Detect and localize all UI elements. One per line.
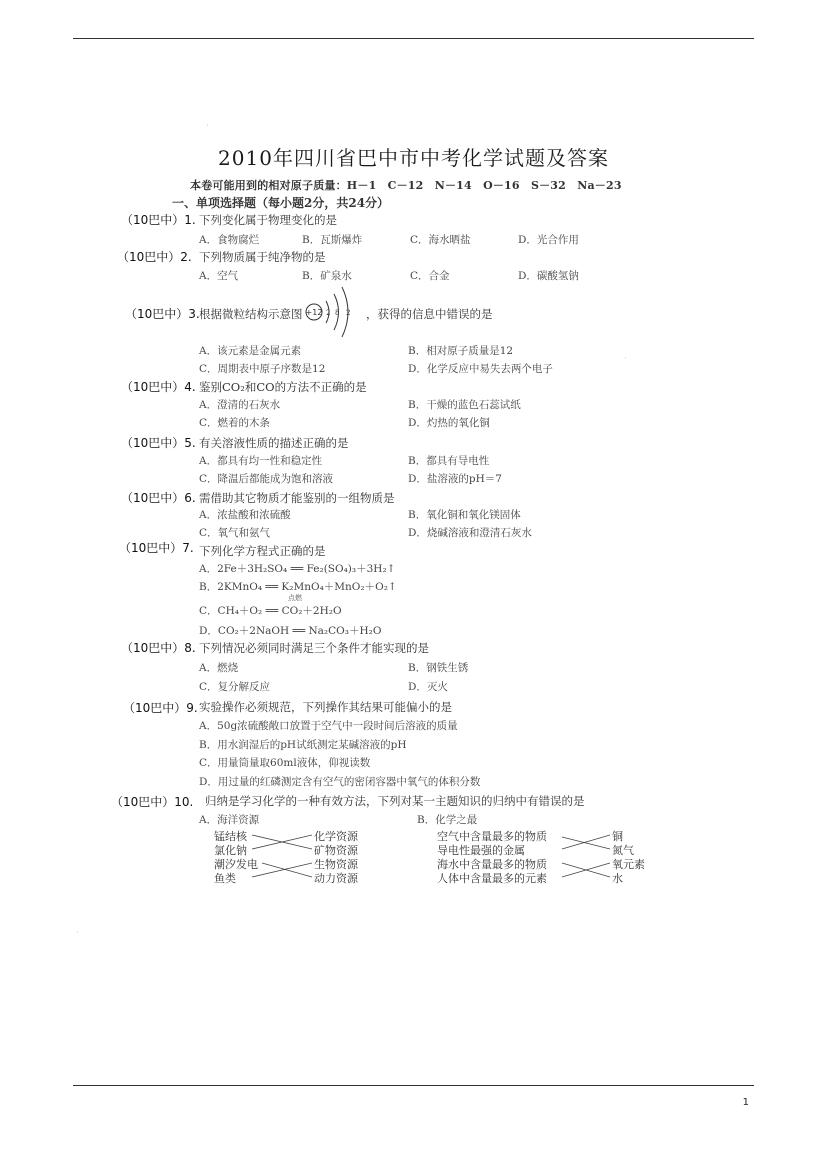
shell-2-electrons: 8 (335, 309, 340, 317)
q6-option-a: A．浓盐酸和浓硫酸 (199, 509, 291, 521)
q2-option-d: D．碳酸氢钠 (518, 270, 579, 282)
q10-a-right-2: 矿物资源 (314, 844, 358, 857)
q8-option-b: B．钢铁生锈 (408, 662, 469, 674)
q10-b-right-4: 水 (612, 872, 623, 885)
q10-b-left-3: 海水中含量最多的物质 (437, 858, 547, 871)
scan-speck: · (76, 928, 79, 938)
q4-option-c: C．燃着的木条 (199, 417, 271, 429)
q10-b-right-2: 氮气 (612, 844, 634, 857)
q1-option-b: B．瓦斯爆炸 (302, 234, 363, 246)
q4-tag: （10巴中）4. (121, 380, 196, 394)
q7-option-a: A．2Fe＋3H₂SO₄ ══ Fe₂(SO₄)₃＋3H₂↑ (199, 563, 396, 575)
q6-option-b: B．氧化铜和氧化镁固体 (408, 509, 521, 521)
q10-b-left-4: 人体中含量最多的元素 (437, 872, 547, 885)
header-rule (73, 38, 754, 39)
page-number: 1 (742, 1097, 749, 1108)
q10-a-left-4: 鱼类 (214, 872, 236, 885)
q7-option-b: B．2KMnO₄ ══ K₂MnO₄＋MnO₂＋O₂↑ (199, 581, 397, 593)
q6-tag: （10巴中）6. (121, 491, 196, 505)
q10-a-right-3: 生物资源 (314, 858, 358, 871)
q10-a-left-1: 锰结核 (214, 830, 247, 843)
page-title: 2010年四川省巴中市中考化学试题及答案 (218, 146, 609, 170)
q8-option-d: D．灭火 (408, 681, 448, 693)
atom-structure-diagram (304, 284, 366, 342)
q9-option-a: A．50g浓硫酸敞口放置于空气中一段时间后溶液的质量 (199, 720, 458, 732)
q3-option-c: C．周期表中原子序数是12 (199, 363, 326, 375)
q3-stem-b: ，获得的信息中错误的是 (366, 307, 493, 321)
q10-a-right-1: 化学资源 (314, 830, 358, 843)
q2-option-b: B．矿泉水 (302, 270, 352, 282)
q6-stem: 需借助其它物质才能鉴别的一组物质是 (199, 491, 395, 505)
q1-option-c: C．海水晒盐 (410, 234, 471, 246)
q10-b-matching-lines (560, 828, 612, 884)
q8-option-a: A．燃烧 (199, 662, 239, 674)
q10-a-right-4: 动力资源 (314, 872, 358, 885)
q5-option-c: C．降温后都能成为饱和溶液 (199, 473, 334, 485)
footer-rule (73, 1085, 754, 1086)
q10-b-left-1: 空气中含量最多的物质 (437, 830, 547, 843)
q3-option-d: D．化学反应中易失去两个电子 (408, 363, 553, 375)
q10-a-left-3: 潮汐发电 (214, 858, 258, 871)
q7-tag: （10巴中）7. (119, 541, 194, 555)
atomic-masses-note: 本卷可能用到的相对原子质量：H－1 C－12 N－14 O－16 S－32 Na－23 (190, 179, 622, 192)
q9-option-b: B．用水润湿后的pH试纸测定某碱溶液的pH (199, 739, 407, 751)
shell-3-electrons: 2 (346, 309, 351, 317)
q2-tag: （10巴中）2. (117, 250, 192, 264)
q5-option-d: D．盐溶液的pH＝7 (408, 473, 502, 485)
q1-option-a: A．食物腐烂 (199, 234, 260, 246)
q3-stem-a: 根据微粒结构示意图 (199, 307, 303, 321)
q8-option-c: C．复分解反应 (199, 681, 271, 693)
q4-option-d: D．灼热的氧化铜 (408, 417, 490, 429)
q3-option-a: A．该元素是金属元素 (199, 345, 302, 357)
q1-option-d: D．光合作用 (518, 234, 579, 246)
q8-tag: （10巴中）8. (121, 641, 196, 655)
q10-tag: （10巴中）10. (111, 795, 194, 809)
q10-a-left-2: 氯化钠 (214, 844, 247, 857)
q10-stem: 归纳是学习化学的一种有效方法，下列对某一主题知识的归纳中有错误的是 (205, 794, 585, 808)
nucleus-charge: +12 (305, 308, 323, 317)
q4-option-a: A．澄清的石灰水 (199, 399, 281, 411)
q10-b-right-1: 铜 (612, 830, 623, 843)
q9-stem: 实验操作必须规范，下列操作其结果可能偏小的是 (199, 700, 452, 714)
q6-option-c: C．氧气和氨气 (199, 527, 271, 539)
q10-group-a-label: A．海洋资源 (199, 814, 260, 826)
q10-b-left-2: 导电性最强的金属 (437, 844, 525, 857)
q2-option-c: C．合金 (410, 270, 450, 282)
scan-speck: · (206, 121, 209, 131)
q5-tag: （10巴中）5. (121, 436, 196, 450)
q9-option-c: C．用量筒量取60ml液体，仰视读数 (199, 757, 371, 769)
q9-tag: （10巴中）9. (123, 701, 198, 715)
section-heading: 一、单项选择题（每小题2分，共24分） (172, 196, 390, 210)
q5-option-b: B．都具有导电性 (408, 455, 490, 467)
q5-option-a: A．都具有均一性和稳定性 (199, 455, 323, 467)
shell-1-electrons: 2 (326, 309, 331, 317)
q7-option-c: C．CH₄＋O₂ ══ CO₂＋2H₂O (199, 605, 342, 617)
q10-group-b-label: B．化学之最 (417, 814, 478, 826)
q3-tag: （10巴中）3. (125, 307, 200, 321)
q1-tag: （10巴中）1. (121, 213, 196, 227)
q1-stem: 下列变化属于物理变化的是 (199, 213, 337, 227)
q7-condition-ignite: 点燃 (288, 594, 302, 602)
match-line-a4 (252, 863, 312, 877)
q10-b-right-3: 氧元素 (612, 858, 645, 871)
scan-speck: · (624, 354, 627, 364)
q2-stem: 下列物质属于纯净物的是 (199, 250, 326, 264)
q7-option-d: D．CO₂＋2NaOH ══ Na₂CO₃＋H₂O (199, 625, 382, 637)
q6-option-d: D．烧碱溶液和澄清石灰水 (408, 527, 532, 539)
q5-stem: 有关溶液性质的描述正确的是 (199, 436, 349, 450)
q2-option-a: A．空气 (199, 270, 239, 282)
q4-option-b: B．干燥的蓝色石蕊试纸 (408, 399, 521, 411)
q9-option-d: D．用过量的红磷测定含有空气的密闭容器中氧气的体积分数 (199, 776, 481, 788)
q3-option-b: B．相对原子质量是12 (408, 345, 514, 357)
q7-stem: 下列化学方程式正确的是 (199, 544, 326, 558)
q10-a-matching-lines (250, 828, 314, 884)
q4-stem: 鉴别CO₂和CO的方法不正确的是 (199, 380, 367, 394)
q8-stem: 下列情况必须同时满足三个条件才能实现的是 (199, 641, 429, 655)
